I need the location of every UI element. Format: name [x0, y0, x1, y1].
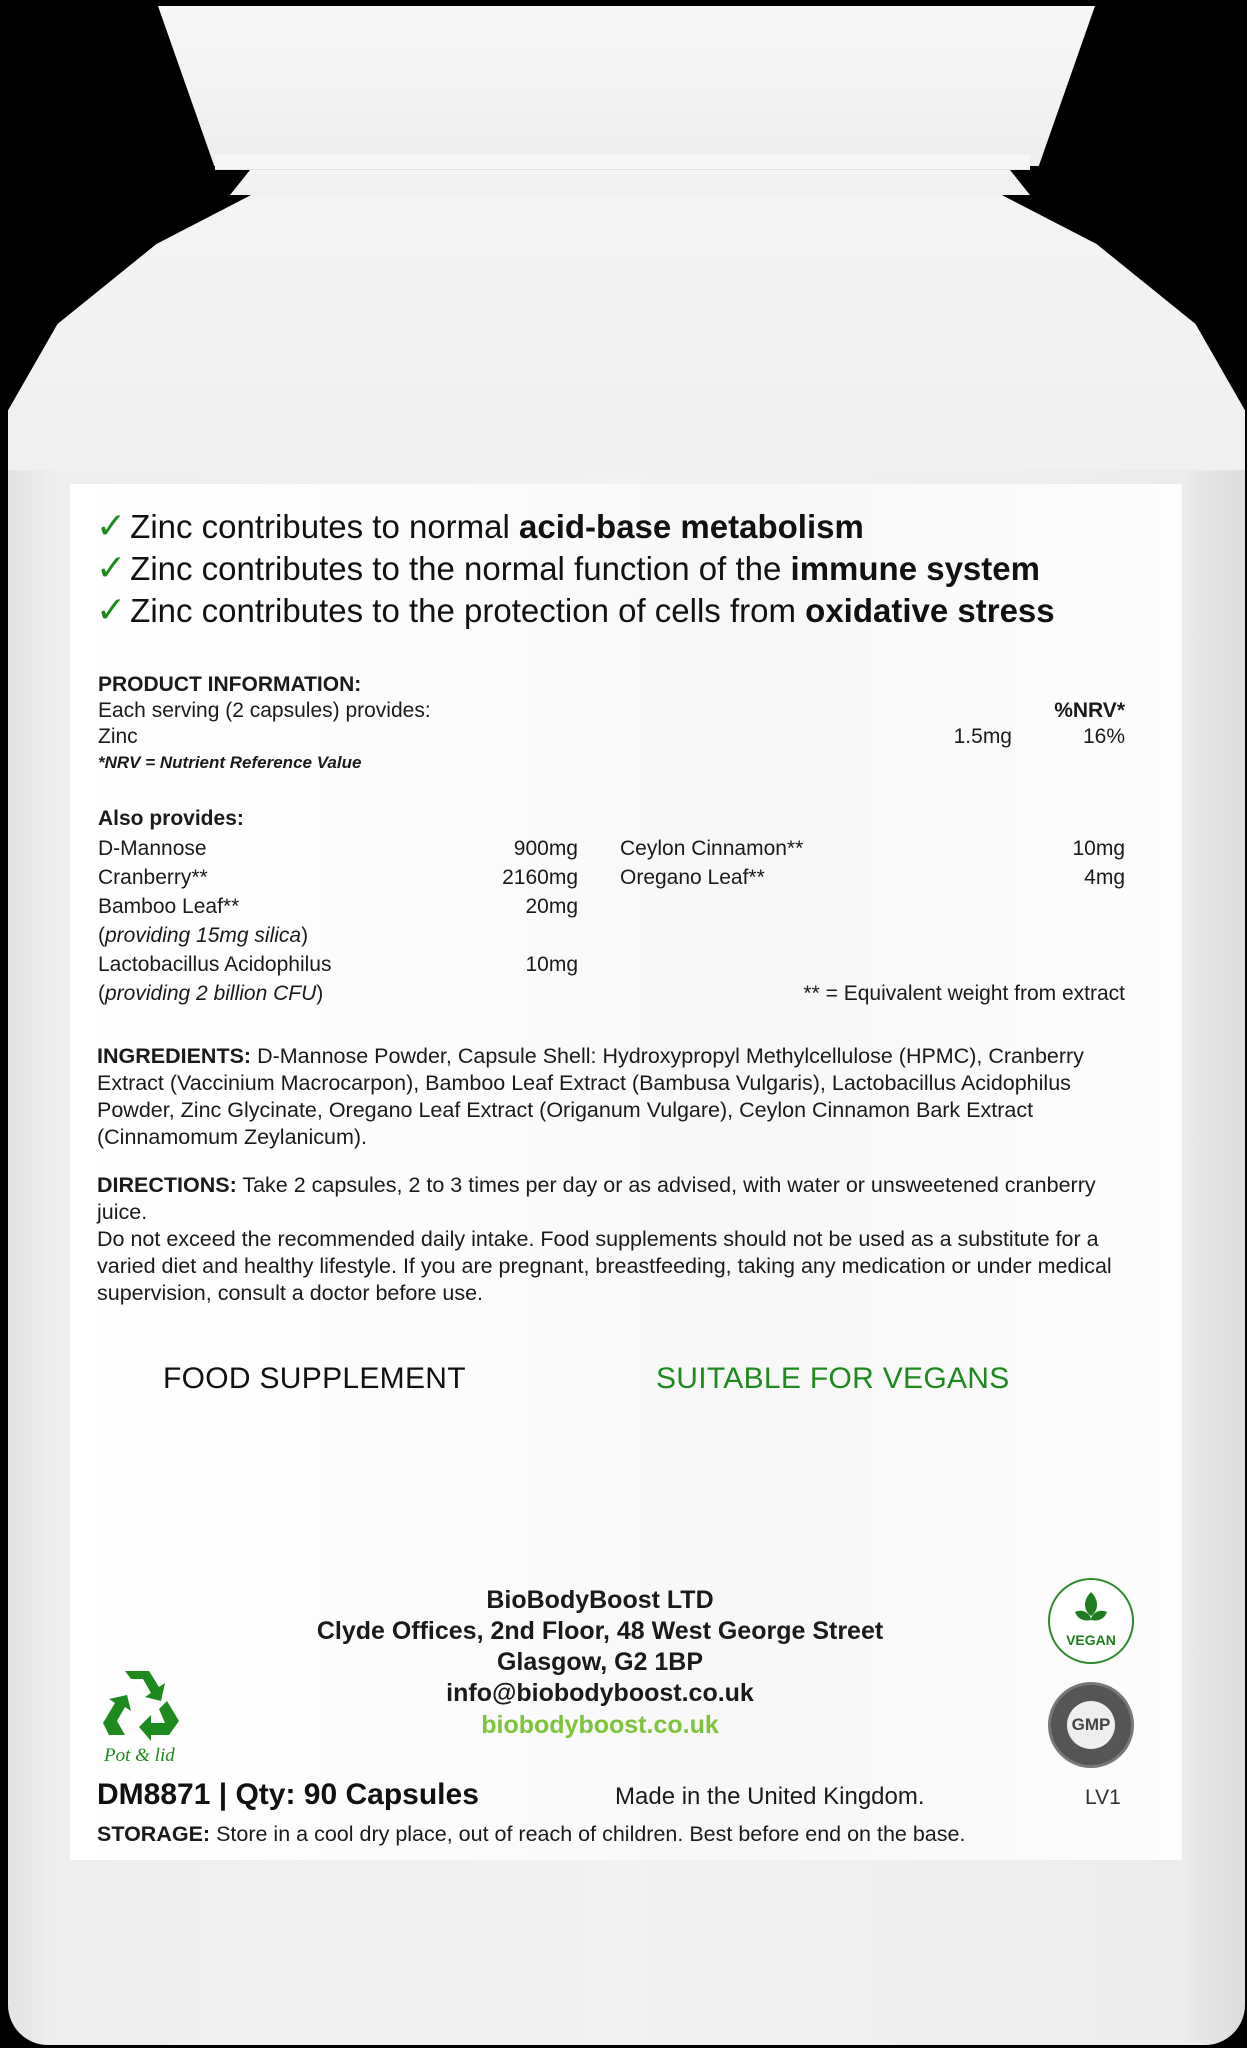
company-address-1: Clyde Offices, 2nd Floor, 48 West George Street: [316, 1617, 884, 1645]
extract-footnote: ** = Equivalent weight from extract: [803, 982, 1125, 1005]
serving-text: Each serving (2 capsules) provides:: [98, 699, 431, 722]
made-in-text: Made in the United Kingdom.: [615, 1783, 925, 1810]
gmp-badge: GMP: [1048, 1682, 1134, 1768]
ingredients-text: INGREDIENTS: D-Mannose Powder, Capsule Shell: Hydroxypropyl Methylcellulose (HPMC), Cranberry Extract (Vaccinium Macrocarpon), Bamboo Leaf Extract (Bambusa Vulgaris), Lactobacillus Acidophilus Powder, Zinc Glycinate, Oregano Leaf Extract (Origanum Vulgare), Ceylon Cinnamon Bark Extract (Cinnamomum Zeylanicum).: [97, 1044, 1084, 1149]
ingredient-amount: 2160mg: [502, 866, 578, 889]
bottle-cap: [158, 6, 1095, 166]
recycle-caption: Pot & lid: [104, 1745, 175, 1766]
food-supplement-text: FOOD SUPPLEMENT: [163, 1362, 466, 1395]
health-claim: ✓ Zinc contributes to the normal function of the immune system: [96, 547, 1040, 588]
company-email[interactable]: info@biobodyboost.co.uk: [446, 1679, 754, 1707]
nrv-header: %NRV*: [1054, 699, 1125, 722]
nutrient-nrv: 16%: [1082, 725, 1125, 748]
bottle-shoulder: [8, 180, 1245, 500]
ingredient-name: D-Mannose: [98, 837, 207, 860]
also-provides-heading: Also provides:: [98, 807, 244, 830]
bottle-cap-rim: [215, 155, 1030, 170]
leaf-icon: [1071, 1590, 1111, 1630]
nutrient-name: Zinc: [98, 725, 138, 748]
warning-text: Do not exceed the recommended daily intake. Food supplements should not be used as a substitute for a varied diet and healthy lifestyle. If you are pregnant, breastfeeding, taking any medication or under medical supervision, consult a doctor before use.: [97, 1227, 1112, 1305]
check-icon: ✓: [96, 547, 127, 588]
company-name: BioBodyBoost LTD: [486, 1586, 714, 1614]
ingredient-amount: 20mg: [525, 895, 578, 918]
company-address-2: Glasgow, G2 1BP: [496, 1648, 704, 1676]
ingredient-note: (providing 2 billion CFU): [98, 982, 324, 1005]
ingredient-name: Cranberry**: [98, 866, 208, 889]
nutrient-amount: 1.5mg: [953, 725, 1012, 748]
vegan-badge: VEGAN: [1048, 1578, 1134, 1664]
health-claim: ✓ Zinc contributes to normal acid-base metabolism: [96, 505, 864, 546]
ingredient-amount: 900mg: [513, 837, 578, 860]
product-info-heading: PRODUCT INFORMATION:: [98, 673, 362, 696]
ingredient-name: Lactobacillus Acidophilus: [98, 953, 332, 976]
ingredient-name: Oregano Leaf**: [620, 866, 765, 889]
recycle-icon: [95, 1665, 185, 1745]
directions-text: DIRECTIONS: Take 2 capsules, 2 to 3 times per day or as advised, with water or unsweetened cranberry juice.: [97, 1173, 1096, 1224]
suitable-for-vegans-text: SUITABLE FOR VEGANS: [656, 1362, 1010, 1395]
check-icon: ✓: [96, 589, 127, 630]
ingredient-amount: 4mg: [1084, 866, 1125, 889]
ingredient-name: Ceylon Cinnamon**: [620, 837, 804, 860]
ingredient-note: (providing 15mg silica): [98, 924, 309, 947]
ingredient-amount: 10mg: [1072, 837, 1125, 860]
storage-text: STORAGE: Store in a cool dry place, out of reach of children. Best before end on the base.: [97, 1822, 966, 1846]
nrv-note: *NRV = Nutrient Reference Value: [98, 753, 362, 772]
company-website[interactable]: biobodyboost.co.uk: [481, 1711, 719, 1739]
ingredient-name: Bamboo Leaf**: [98, 895, 240, 918]
label-version: LV1: [1085, 1786, 1121, 1809]
product-code-qty: DM8871 | Qty: 90 Capsules: [97, 1778, 479, 1811]
health-claim: ✓ Zinc contributes to the protection of cells from oxidative stress: [96, 589, 1055, 630]
check-icon: ✓: [96, 505, 127, 546]
ingredient-amount: 10mg: [525, 953, 578, 976]
